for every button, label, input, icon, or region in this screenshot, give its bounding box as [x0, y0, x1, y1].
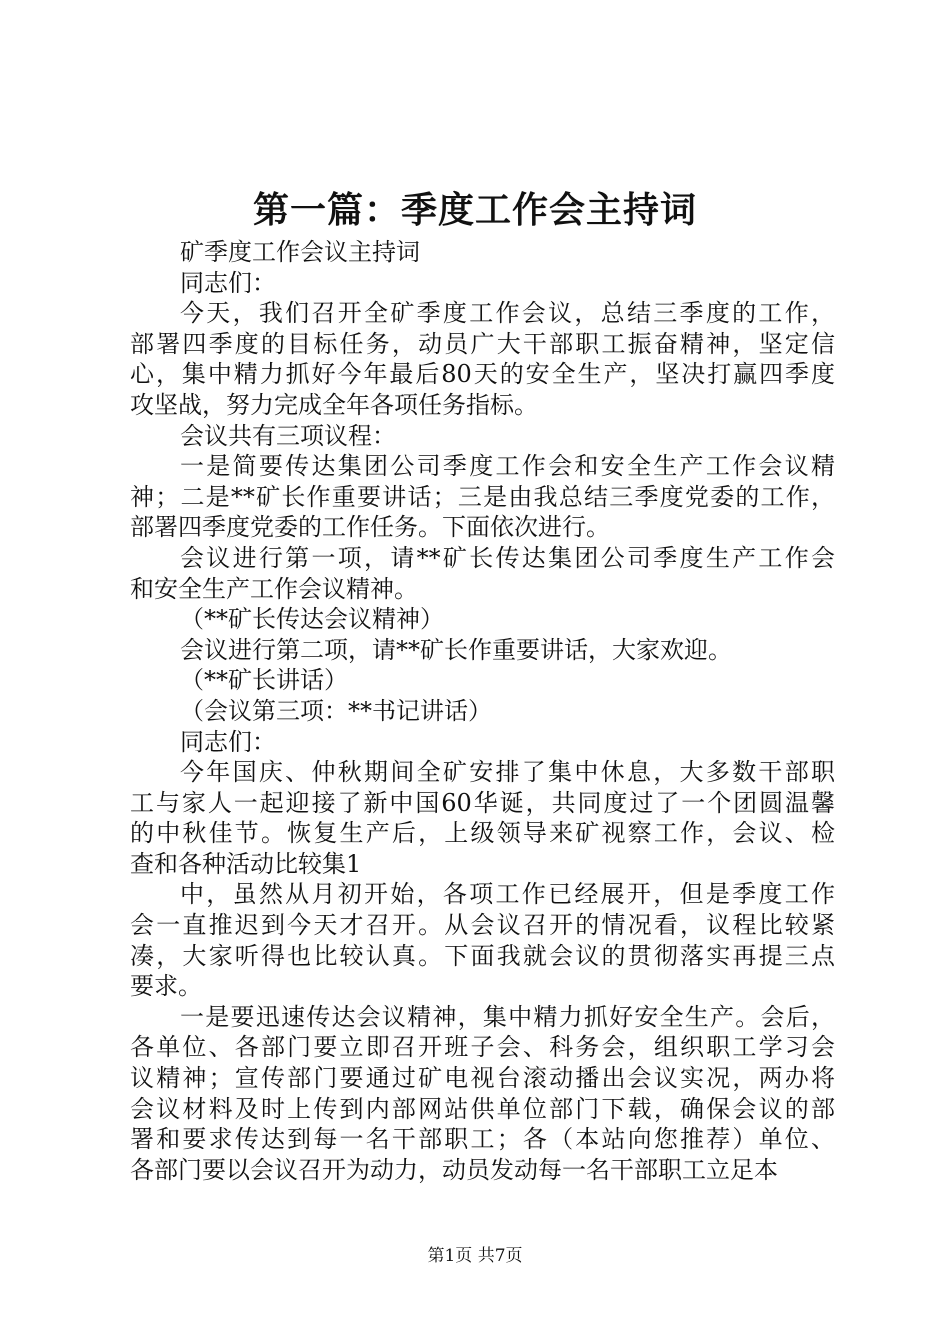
document-body	[130, 237, 835, 1185]
paragraph-line: 会议进行第二项，请**矿长作重要讲话，大家欢迎。	[180, 635, 732, 664]
paragraph-line: 要求。	[130, 972, 202, 1001]
paragraph-line: 同志们：	[180, 268, 276, 297]
paragraph	[130, 237, 835, 268]
paragraph-line: 同志们：	[180, 727, 276, 756]
paragraph	[130, 298, 835, 420]
paragraph-line: （会议第三项：**书记讲话）	[180, 696, 492, 725]
paragraph-line: 中，虽然从月初开始，各项工作已经展开，但是季度工作	[180, 880, 835, 909]
paragraph-line: 的中秋佳节。恢复生产后，上级领导来矿视察工作，会议、检	[130, 819, 835, 848]
page-title: 第一篇：季度工作会主持词	[252, 189, 697, 231]
paragraph-line: 神；二是**矿长作重要讲话；三是由我总结三季度党委的工作，	[130, 482, 835, 511]
paragraph-line: 心，集中精力抓好今年最后80天的安全生产，坚决打赢四季度	[130, 360, 835, 389]
paragraph-line: 会议材料及时上传到内部网站供单位部门下载，确保会议的部	[130, 1094, 835, 1123]
paragraph	[130, 635, 835, 666]
paragraph-line: 查和各种活动比较集1	[130, 849, 362, 878]
paragraph-line: 部署四季度党委的工作任务。下面依次进行。	[130, 513, 610, 542]
paragraph-line: 一是要迅速传达会议精神，集中精力抓好安全生产。会后，	[180, 1002, 835, 1031]
paragraph	[130, 604, 835, 635]
paragraph-line: 一是简要传达集团公司季度工作会和安全生产工作会议精	[180, 452, 835, 481]
paragraph-line: 矿季度工作会议主持词	[180, 238, 420, 266]
paragraph-line: 各单位、各部门要立即召开班子会、科务会，组织职工学习会	[130, 1033, 835, 1062]
paragraph-line: 攻坚战，努力完成全年各项任务指标。	[130, 390, 538, 419]
paragraph-line: 和安全生产工作会议精神。	[130, 574, 418, 603]
paragraph	[130, 665, 835, 696]
paragraph-line: 议精神；宣传部门要通过矿电视台滚动播出会议实况，两办将	[130, 1064, 835, 1093]
paragraph	[130, 879, 835, 1001]
paragraph-line: （**矿长讲话）	[180, 666, 348, 695]
paragraph-line: 今年国庆、仲秋期间全矿安排了集中休息，大多数干部职	[180, 758, 835, 787]
paragraph-line: 会议进行第一项，请**矿长传达集团公司季度生产工作会	[180, 543, 835, 572]
paragraph	[130, 757, 835, 879]
paragraph	[130, 451, 835, 543]
paragraph	[130, 727, 835, 758]
paragraph-line: 各部门要以会议召开为动力，动员发动每一名干部职工立足本	[130, 1155, 778, 1184]
paragraph	[130, 543, 835, 604]
paragraph	[130, 696, 835, 727]
paragraph-line: 署和要求传达到每一名干部职工；各（本站向您推荐）单位、	[130, 1125, 835, 1154]
paragraph-line: 工与家人一起迎接了新中国60华诞，共同度过了一个团圆温馨	[130, 788, 835, 817]
paragraph-line: （**矿长传达会议精神）	[180, 605, 444, 634]
paragraph	[130, 268, 835, 299]
paragraph-line: 部署四季度的目标任务，动员广大干部职工振奋精神，坚定信	[130, 329, 835, 358]
paragraph-line: 今天，我们召开全矿季度工作会议，总结三季度的工作，	[180, 299, 835, 328]
paragraph	[130, 1002, 835, 1186]
paragraph-line: 会议共有三项议程：	[180, 421, 396, 450]
paragraph-line: 凑，大家听得也比较认真。下面我就会议的贯彻落实再提三点	[130, 941, 835, 970]
paragraph-line: 会一直推迟到今天才召开。从会议召开的情况看，议程比较紧	[130, 911, 835, 940]
paragraph	[130, 421, 835, 452]
page-footer: 第1页 共7页	[427, 1246, 523, 1266]
